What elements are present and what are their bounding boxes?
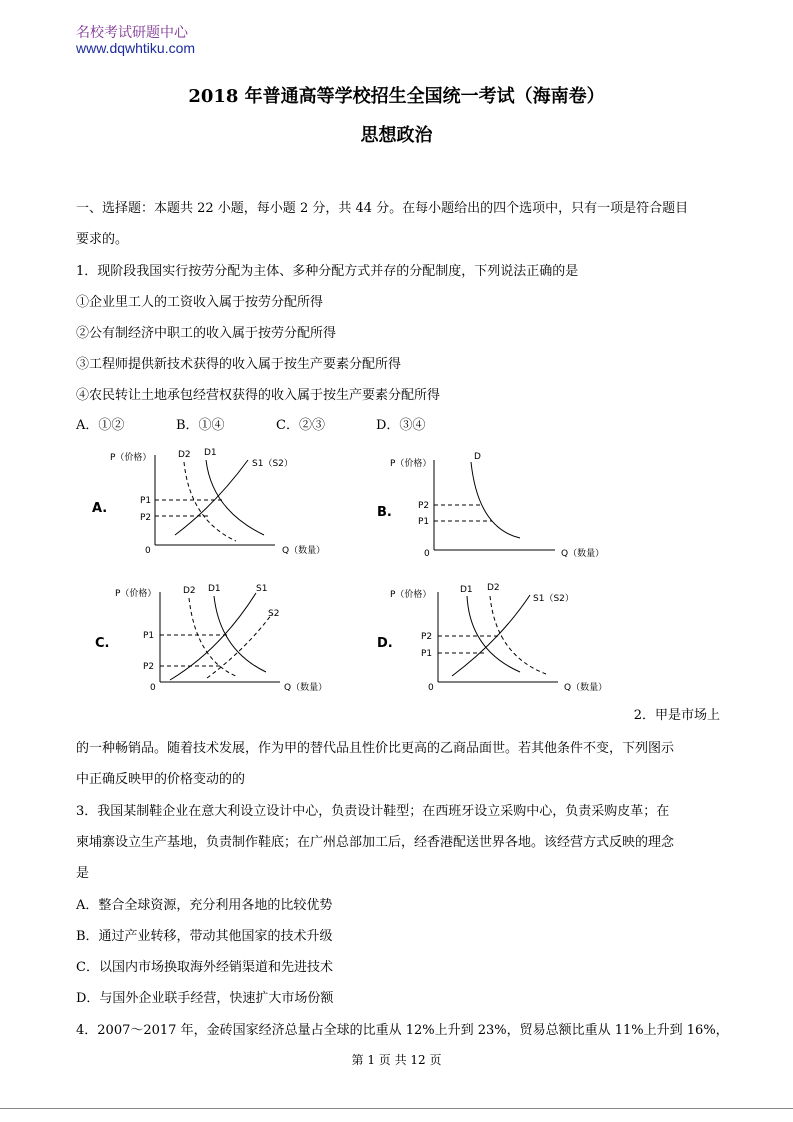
question-1-stem: 1．现阶段我国实行按劳分配为主体、多种分配方式并存的分配制度，下列说法正确的是 [76, 264, 579, 279]
graph-d-letter: D. [377, 636, 393, 651]
graph-c-curve-d2 [189, 598, 238, 677]
question-1-option-d: D．③④ [376, 418, 426, 433]
graph-b-ylabel: P（价格） [390, 459, 432, 469]
graph-c-label-d1: D1 [208, 584, 221, 594]
question-1-item-4: ④农民转让土地承包经营权获得的收入属于按生产要素分配所得 [76, 388, 441, 403]
graph-d-origin: 0 [428, 683, 434, 693]
graph-d-label-d1: D1 [460, 585, 473, 595]
question-4-stem-line1: 4．2007～2017 年，金砖国家经济总量占全球的比重从 12%上升到 23%，贸易总额比重从 11%上升到 16%， [76, 1023, 729, 1038]
question-3-option-d: D．与国外企业联手经营，快速扩大市场份额 [76, 991, 334, 1006]
graph-a-curve-d1 [206, 460, 264, 535]
graph-d-label-d2: D2 [487, 583, 500, 593]
graph-c-label-s2: S2 [268, 609, 280, 619]
graph-c [95, 584, 327, 693]
graph-b-letter: B. [377, 505, 392, 520]
question-3-option-a: A．整合全球资源，充分利用各地的比较优势 [76, 898, 333, 913]
header-brand: 名校考试研题中心 [76, 25, 188, 41]
question-1-option-b: B．①④ [176, 418, 225, 433]
exam-subject: 思想政治 [360, 125, 433, 146]
graph-c-origin: 0 [150, 683, 156, 693]
graph-a-xlabel: Q（数量） [282, 546, 326, 556]
graph-a-letter: A. [92, 501, 108, 516]
graph-d [377, 583, 607, 693]
header-url[interactable]: www.dqwhtiku.com [76, 40, 196, 56]
section-instructions-line2: 要求的。 [76, 232, 129, 247]
graph-d-p-upper: P2 [421, 632, 433, 642]
question-1-item-1: ①企业里工人的工资收入属于按劳分配所得 [76, 295, 324, 310]
question-3-stem-line1: 3．我国某制鞋企业在意大利设立设计中心，负责设计鞋型；在西班牙设立采购中心，负责采购皮革；在 [76, 804, 670, 819]
graph-a-label-s: S1（S2） [252, 459, 293, 469]
graph-d-ylabel: P（价格） [390, 590, 432, 600]
page-footer: 第 1 页 共 12 页 [351, 1053, 442, 1067]
graph-a-label-d2: D2 [178, 450, 191, 460]
section-instructions-line1: 一、选择题：本题共 22 小题，每小题 2 分，共 44 分。在每小题给出的四个选项中，只有一项是符合题目 [76, 201, 689, 216]
graph-a-curve-d2 [184, 462, 236, 541]
graph-c-label-s1: S1 [256, 584, 268, 594]
question-3-stem-line2: 柬埔寨设立生产基地，负责制作鞋底；在广州总部加工后，经香港配送世界各地。该经营方式反映的理念 [76, 835, 675, 850]
graph-c-letter: C. [95, 636, 110, 651]
graph-c-p-upper: P1 [143, 631, 155, 641]
graph-b-curve-d [471, 462, 520, 538]
graph-d-label-s: S1（S2） [533, 594, 574, 604]
graph-a-p-upper: P1 [140, 496, 152, 506]
question-1-option-a: A．①② [76, 418, 125, 433]
graph-a-label-d1: D1 [204, 448, 217, 458]
graph-d-p-lower: P1 [421, 649, 433, 659]
question-1-option-c: C．②③ [276, 418, 325, 433]
graph-a-ylabel: P（价格） [110, 453, 152, 463]
graph-a [92, 448, 325, 556]
graph-c-p-lower: P2 [143, 662, 155, 672]
question-1-item-2: ②公有制经济中职工的收入属于按劳分配所得 [76, 326, 337, 341]
exam-title: 2018 年普通高等学校招生全国统一考试（海南卷） [188, 86, 605, 107]
graph-b-label-d: D [474, 452, 481, 462]
question-3-option-b: B．通过产业转移，带动其他国家的技术升级 [76, 929, 333, 944]
graph-c-ylabel: P（价格） [115, 589, 157, 599]
question-2-stem-start: 2．甲是市场上 [633, 708, 720, 723]
question-1-item-3: ③工程师提供新技术获得的收入属于按生产要素分配所得 [76, 357, 402, 372]
graph-a-p-lower: P2 [140, 513, 152, 523]
graph-c-curve-s2 [207, 614, 272, 678]
graph-b-p-lower: P1 [418, 517, 430, 527]
graph-c-xlabel: Q（数量） [284, 683, 328, 693]
question-2-stem-line2: 的一种畅销品。随着技术发展，作为甲的替代品且性价比更高的乙商品面世。若其他条件不变，下列图示 [76, 741, 675, 756]
graph-a-origin: 0 [145, 546, 151, 556]
graph-c-curve-d1 [214, 596, 266, 672]
question-3-option-c: C．以国内市场换取海外经销渠道和先进技术 [76, 960, 333, 975]
graph-a-curve-s [175, 460, 248, 535]
graph-d-curve-d1 [467, 596, 520, 672]
graph-b-xlabel: Q（数量） [561, 549, 605, 559]
graph-c-curve-s1 [170, 593, 256, 680]
graph-d-xlabel: Q（数量） [564, 683, 608, 693]
graph-b [377, 452, 604, 559]
question-3-stem-line3: 是 [76, 866, 90, 881]
bottom-divider [0, 1108, 793, 1109]
graph-b-origin: 0 [424, 549, 430, 559]
question-2-stem-line3: 中正确反映甲的价格变动的的 [76, 772, 246, 787]
graph-b-p-upper: P2 [418, 501, 430, 511]
graph-c-label-d2: D2 [183, 586, 196, 596]
